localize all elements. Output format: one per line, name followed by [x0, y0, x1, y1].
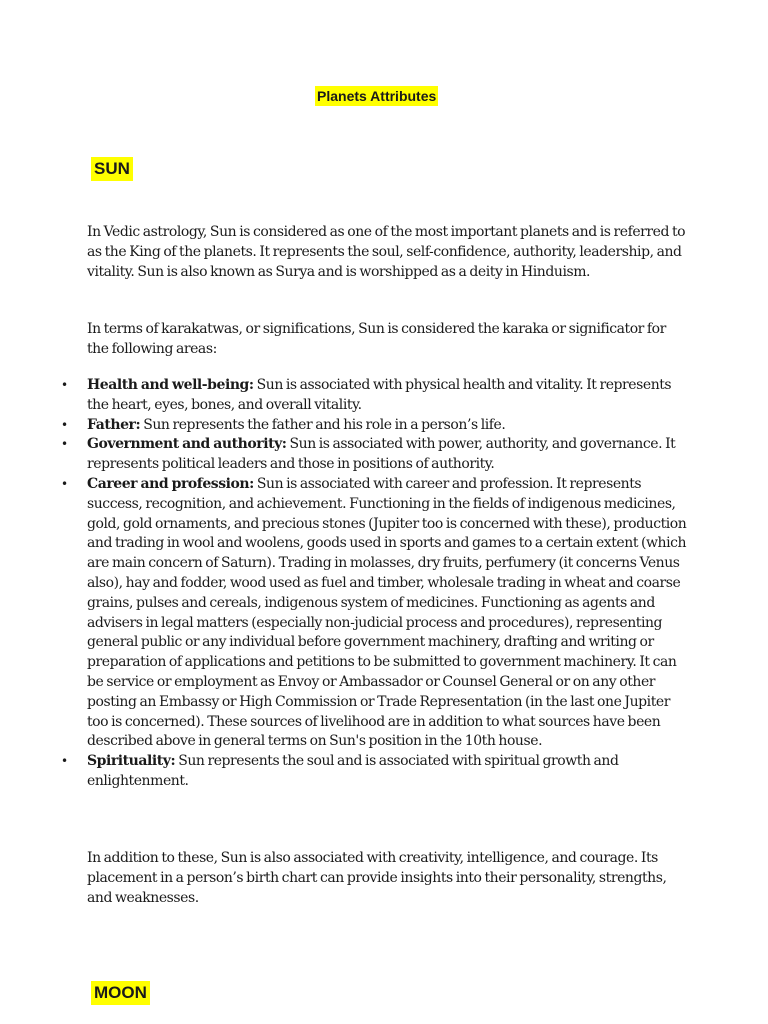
list-item-text: Sun represents the father and his role in a person’s life. [140, 416, 506, 433]
sun-intro-paragraph: In Vedic astrology, Sun is considered as one of the most important planets and is referred to as the King of the planets. It represents the soul, self-confidence, authority, leadership, and vitality. Sun is also known as Surya and is worshipped as a deity in Hinduism. [87, 224, 686, 280]
list-item-label: Father: [87, 416, 141, 433]
list-item-text: Sun represents the soul and is associated with spiritual growth and enlightenment. [87, 753, 619, 789]
section-heading-moon: MOON [91, 981, 150, 1005]
list-item [0, 435, 690, 475]
bullet-icon: • [61, 378, 68, 392]
list-item-text: Sun is associated with career and profession. It represents success, recognition, and achievement. Functioning in the fields of indigenous medicines, gold, gold ornaments, and precious stones (Jupiter too is concerned with these), production and trading in wool and woolens, goods used in sports and games to a certain extent (which are main concern of Saturn). Trading in molasses, dry fruits, perfumery (it concerns Venus also), hay and fodder, wood used as fuel and timber, wholesale trading in wheat and coarse grains, pulses and cereals, indigenous system of medicines. Functioning as agents and advisers in legal matters (especially non-judicial process and procedures), representing general public or any individual before government machinery, drafting and writing or preparation of applications and petitions to be submitted to government machinery. It can be service or employment as Envoy or Ambassador or Counsel General or on any other posting an Embassy or High Commission or Trade Representation (in the last one Jupiter too is concerned). These sources of livelihood are in addition to what sources have been described above in general terms on Sun's position in the 10th house. [87, 475, 687, 750]
list-item [0, 416, 690, 436]
bullet-icon: • [61, 437, 68, 452]
sun-closing-paragraph: In addition to these, Sun is also associated with creativity, intelligence, and courage. Its placement in a person’s birth chart can provide insights into their personality, strengths, and weaknesses. [87, 850, 667, 906]
bullet-icon: • [61, 754, 68, 769]
sun-significations-list [0, 376, 690, 792]
list-item-text: Sun is associated with physical health and vitality. It represents the heart, eyes, bones, and overall vitality. [87, 377, 672, 413]
list-item-text: Sun is associated with power, authority, and governance. It represents political leaders and those in positions of authority. [87, 436, 676, 473]
list-item-label: Career and profession: [87, 475, 254, 492]
list-item [0, 752, 690, 792]
list-item-label: Spirituality: [87, 753, 176, 770]
list-item-label: Health and well-being: [87, 377, 254, 393]
list-item-label: Government and authority: [87, 436, 287, 453]
bullet-icon: • [61, 476, 68, 491]
list-item [0, 376, 690, 416]
sun-karakatwa-lead-paragraph: In terms of karakatwas, or significations, Sun is considered the karaka or significator for the following areas: [87, 321, 666, 357]
section-heading-sun: SUN [91, 157, 133, 181]
list-item [0, 475, 690, 752]
bullet-icon: • [61, 417, 68, 432]
document-title: Planets Attributes [317, 88, 437, 104]
